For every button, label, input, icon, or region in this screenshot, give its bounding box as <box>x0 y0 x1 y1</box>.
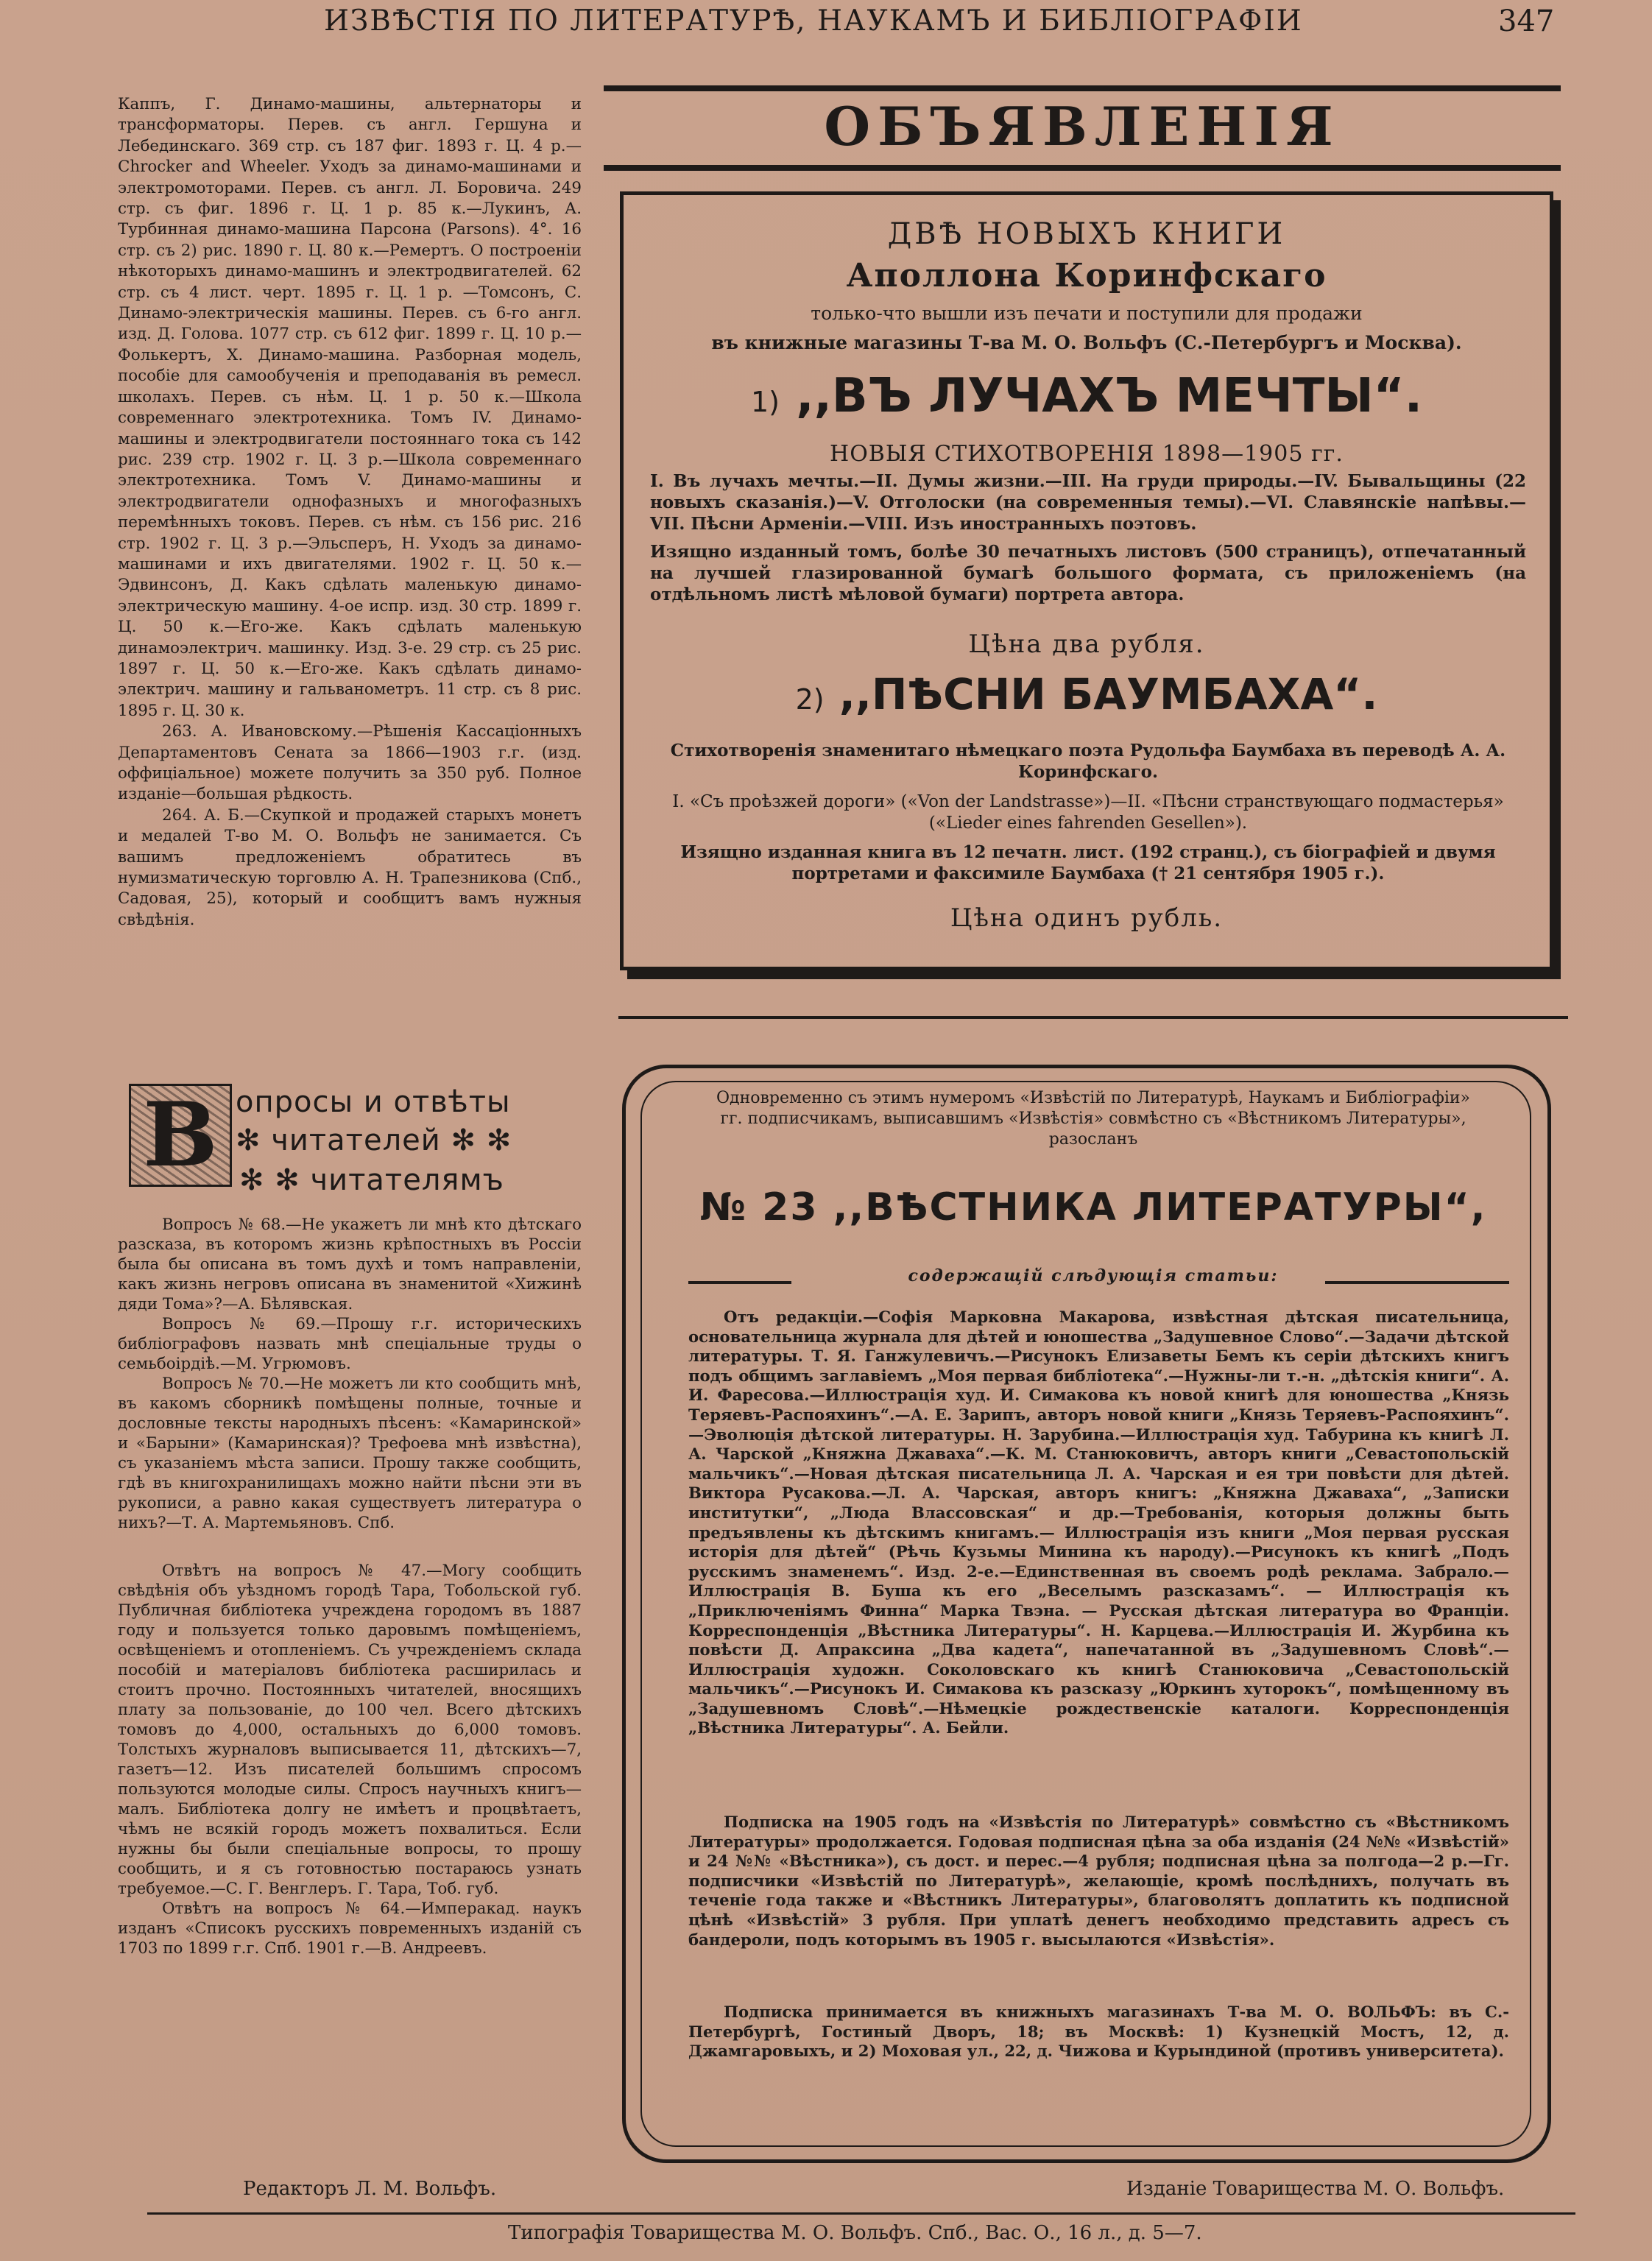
book1-contents: I. Въ лучахъ мечты.—II. Думы жизни.—III. На груди природы.—IV. Бывальщины (22 новыхъ сказанія.)—V. Отголоски (на современныя темы).—VI. Славянскіе напѣвы.—VII. Пѣсни Арменіи.—VIII. Изъ иностранныхъ поэтовъ. <box>650 471 1526 534</box>
qa-title-line1: опросы и отвѣты <box>236 1085 511 1119</box>
book2-description: Изящно изданная книга въ 12 печатн. лист. (192 странц.), съ біографіей и двумя портретами и факсимиле Баумбаха († 21 сентября 1905 г.). <box>680 842 1496 883</box>
book1-description: Изящно изданный томъ, болѣе 30 печатныхъ листовъ (500 страницъ), отпечатанный на лучшей глазированной бумагѣ большого формата, съ приложеніемъ (на отдѣльномъ листѣ мѣловой бумаги) портрета автора. <box>650 542 1526 604</box>
ad-author: Аполлона Коринфскаго <box>846 257 1327 294</box>
footer-publisher: Изданіе Товарищества М. О. Вольфъ. <box>1126 2178 1505 2200</box>
book2-number: 2) <box>795 683 825 716</box>
running-title: ИЗВѢСТІЯ ПО ЛИТЕРАТУРѢ, НАУКАМЪ И БИБЛІОГРАФІИ <box>324 4 1303 38</box>
book2-price: Цѣна одинъ рубль. <box>950 903 1224 933</box>
footer-printer: Типографія Товарищества М. О. Вольфъ. Спб., Вас. О., 16 л., д. 5—7. <box>508 2222 1202 2244</box>
subscription-places-text: Подписка принимается въ книжныхъ магазинахъ Т-ва М. О. ВОЛЬФЪ: въ С.-Петербургѣ, Гостиный Дворъ, 18; въ Москвѣ: 1) Кузнецкій Мостъ, 12, д. Джамгаровыхъ, и 2) Моховая ул., 22, д. Чижова и Курындиной (противъ университета). <box>688 2003 1509 2061</box>
reply-264: 264. А. Б.—Скупкой и продажей старыхъ монетъ и медалей Т-во М. О. Вольфъ не занимается. Съ вашимъ предложеніемъ обратитесь въ нумизматическую торговлю А. Н. Трапезникова (Спб., Садовая, 25), который и сообщитъ вамъ нужныя свѣдѣнія. <box>118 805 582 929</box>
answer-47: Отвѣтъ на вопросъ № 47.—Могу сообщить свѣдѣнія объ уѣздномъ городѣ Тара, Тобольской губ. Публичная библіотека учреждена городомъ въ 1887 году и пользуется только даровымъ помѣщеніемъ, освѣщеніемъ и отопленіемъ. Съ учрежденіемъ склада пособій и матеріаловъ библіотека расширилась и стоитъ прочно. Постоянныхъ читателей, вносящихъ плату за пользованіе, до 100 чел. Всего дѣтскихъ томовъ до 4,000, остальныхъ до 6,000 томовъ. Толстыхъ журналовъ выписывается 11, дѣтскихъ—7, газетъ—12. Изъ писателей большимъ спросомъ пользуются молодые силы. Спросъ научныхъ книгъ—малъ. Библіотека долгу не имѣетъ и процвѣтаетъ, чѣмъ не всякій городъ можетъ похвалиться. Если нужны бы были спеціальные вопросы, то прошу сообщить, и я съ готовностью постараюсь узнать требуемое.—С. Г. Венглеръ. Г. Тара, Тоб. губ. <box>118 1562 582 1898</box>
book2-title: ,,ПѢСНИ БАУМБАХА“. <box>839 669 1378 719</box>
ad-line1: ДВѢ НОВЫХЪ КНИГИ <box>887 217 1286 251</box>
reply-263: 263. А. Ивановскому.—Рѣшенія Кассаціонныхъ Департаментовъ Сената за 1866—1903 г.г. (изд. оффиціальное) можете получить за 350 руб. Полное изданіе—большая рѣдкость. <box>118 722 582 804</box>
vestnik-contents-label: содержащій слѣдующія статьи: <box>908 1266 1279 1285</box>
book1-title: ,,ВЪ ЛУЧАХЪ МЕЧТЫ“. <box>796 369 1423 423</box>
vestnik-intro: Одновременно съ этимъ нумеромъ «Извѣстій по Литературѣ, Наукамъ и Библіографіи» гг. подписчикамъ, выписавшимъ «Извѣстія» совмѣстно съ «Вѣстникомъ Литературы», разосланъ <box>716 1089 1470 1149</box>
drop-cap-letter: В <box>131 1086 230 1185</box>
ad-line3: только-что вышли изъ печати и поступили для продажи <box>811 303 1363 324</box>
book2-contents: I. «Съ проѣзжей дороги» («Von der Landstrasse»)—II. «Пѣсни странствующаго подмастерья» («Lieder eines fahrenden Gesellen»). <box>672 792 1504 833</box>
ad-box-korinfsky <box>620 191 1553 970</box>
subscription-places <box>688 2003 1509 2061</box>
page-number: 347 <box>1498 4 1555 38</box>
vestnik-issue-title: № 23 ,,ВѢСТНИКА ЛИТЕРАТУРЫ“, <box>699 1185 1487 1230</box>
book-list-paragraph: Каппъ, Г. Динамо-машины, альтернаторы и трансформаторы. Перев. съ англ. Гершуна и Лебединскаго. 369 стр. съ 187 фиг. 1893 г. Ц. 4 р.—Chrocker and Wheeler. Уходъ за динамо-машинами и электромоторами. Перев. съ англ. Л. Боровича. 249 стр. съ фиг. 1896 г. Ц. 1 р. 85 к.—Лукинъ, А. Турбинная динамо-машина Парсона (Parsons). 4°. 16 стр. съ 2) рис. 1890 г. Ц. 80 к.—Ремертъ. О построеніи нѣкоторыхъ динамо-машинъ и электродвигателей. 62 стр. съ 4 лист. черт. 1895 г. Ц. 1 р. —Томсонъ, С. Динамо-электрическія машины. Перев. съ 6-го англ. изд. Д. Голова. 1077 стр. съ 612 фиг. 1899 г. Ц. 10 р.—Фолькертъ, Х. Динамо-машина. Разборная модель, пособіе для самообученія и преподаванія въ ремесл. школахъ. Перев. съ нѣм. Ц. 1 р. 50 к.—Школа современнаго электротехника. Томъ IV. Динамо-машины и электродвигатели постояннаго тока съ 142 рис. 239 стр. 1902 г. Ц. 3 р.—Школа современнаго электротехника. Томъ V. Динамо-машины и электродвигатели однофазныхъ и многофазныхъ перемѣнныхъ токовъ. Перев. съ нѣм. съ 156 рис. 216 стр. 1902 г. Ц. 3 р.—Эльсперъ, Н. Уходъ за динамо-машинами и ихъ двигателями. 1902 г. Ц. 50 к.—Эдвинсонъ, Д. Какъ сдѣлать маленькую динамо-электрическую машину. 4-ое испр. изд. 30 стр. 1899 г. Ц. 50 к.—Его-же. Какъ сдѣлать маленькую динамоэлектрич. машинку. Изд. 3-е. 29 стр. съ 25 рис. 1897 г. Ц. 50 к.—Его-же. Какъ сдѣлать динамо-электрич. машину и гальванометръ. 11 стр. съ 8 рис. 1895 г. Ц. 30 к. <box>118 95 582 720</box>
book1-subtitle: НОВЫЯ СТИХОТВОРЕНІЯ 1898—1905 гг. <box>830 441 1344 467</box>
question-68: Вопросъ № 68.—Не укажетъ ли мнѣ кто дѣтскаго разсказа, въ которомъ жизнь крѣпостныхъ въ Россіи была бы описана въ томъ духѣ и томъ направленіи, какъ жизнь негровъ описана въ знаменитой «Хижинѣ дяди Тома»?—А. Бѣлявская. <box>118 1216 582 1313</box>
subscription-terms <box>688 1813 1509 1950</box>
book2-subtitle: Стихотворенія знаменитаго нѣмецкаго поэта Рудольфа Баумбаха въ переводѣ А. А. Коринфскаго. <box>670 741 1506 782</box>
left-column <box>118 94 582 931</box>
vestnik-contents-text: Отъ редакціи.—Софія Марковна Макарова, извѣстная дѣтская писательница, основательница журнала для дѣтей и юношества „Задушевное Слово“.—Задачи дѣтской литературы. Т. Я. Ганжулевичъ.—Рисунокъ Елизаветы Бемъ къ серіи дѣтскихъ книгъ подъ общимъ заглавіемъ „Моя первая библіотека“.—Нужны-ли т.-н. „дѣтскія книги“. А. И. Фаресова.—Иллюстрація худ. И. Симакова къ новой книгѣ для юношества „Князь Теряевъ-Распояхинъ“.—А. Е. Зарипъ, авторъ новой книги „Князь Теряевъ-Распояхинъ“.—Эволюція дѣтской литературы. Н. Зарубина.—Иллюстрація худ. Табурина къ книгѣ Л. А. Чарской „Княжна Джаваха“.—К. М. Станюковичъ, авторъ книги „Севастопольскій мальчикъ“.—Новая дѣтская писательница Л. А. Чарская и ея три повѣсти для дѣтей. Виктора Русакова.—Л. А. Чарская, авторъ книгъ: „Княжна Джаваха“, „Записки институтки“, „Люда Влассовская“ и др.—Требованія, которыя должны быть предъявлены къ дѣтскимъ книгамъ.— Иллюстрація изъ книги „Моя первая русская исторія для дѣтей“ (Рѣчь Кузьмы Минина къ народу).—Рисунокъ къ книгѣ „Подъ русскимъ знаменемъ“. Изд. 2-е.—Единственная въ своемъ родѣ реклама. Забрало.—Иллюстрація В. Буша къ его „Веселымъ разсказамъ“. — Иллюстрація къ „Приключеніямъ Финна“ Марка Твэна. — Русская дѣтская литература во Франціи. Корреспонденція „Вѣстника Литературы“. Н. Карцева.—Иллюстрація И. Журбина къ повѣсти Д. Апраксина „Два кадета“, напечатанной въ „Задушевномъ Словѣ“.—Иллюстрація художн. Соколовскаго къ книгѣ Станюковича „Севастопольскій мальчикъ“.—Рисунокъ И. Симакова къ разсказу „Юркинъ хуторокъ“, помѣщенному въ „Задушевномъ Словѣ“.—Нѣмецкіе рождественскіе каталоги. Корреспонденція „Вѣстника Литературы“. А. Бейли. <box>688 1308 1509 1738</box>
ads-heading: ОБЪЯВЛЕНІЯ <box>604 85 1561 171</box>
question-70: Вопросъ № 70.—Не можетъ ли кто сообщить мнѣ, въ какомъ сборникѣ помѣщены полные, точные и дословные тексты народныхъ пѣсенъ: «Камаринской» и «Барыни» (Камаринская)? Трефоева мнѣ извѣстна), съ указаніемъ мѣста записи. Прошу также сообщить, гдѣ въ книгохранилищахъ можно найти пѣсни эти въ рукописи, а равно какая существуетъ литература о нихъ?—Т. А. Мартемьяновъ. Спб. <box>118 1375 582 1532</box>
qa-title-line3: ✻ ✻ читателямъ <box>239 1163 504 1197</box>
book1-number: 1) <box>750 386 780 418</box>
answer-64: Отвѣтъ на вопросъ № 64.—Имперакад. наукъ изданъ «Списокъ русскихъ повременныхъ изданій съ 1703 по 1899 г.г. Спб. 1901 г.—В. Андреевъ. <box>118 1900 582 1958</box>
ad-line4: въ книжные магазины Т-ва М. О. Вольфъ (С.-Петербургъ и Москва). <box>711 332 1462 353</box>
footer-editor: Редакторъ Л. М. Вольфъ. <box>243 2178 497 2200</box>
qa-column <box>118 1215 582 1958</box>
footer-rule <box>147 2212 1575 2215</box>
book1-price: Цѣна два рубля. <box>968 629 1205 659</box>
vestnik-contents <box>688 1308 1509 1738</box>
question-69: Вопросъ № 69.—Прошу г.г. историческихъ библіографовъ назвать мнѣ спеціальные труды о семьбоірдіѣ.—М. Угрюмовъ. <box>118 1315 582 1373</box>
subscription-terms-text: Подписка на 1905 годъ на «Извѣстія по Литературѣ» совмѣстно съ «Вѣстникомъ Литературы» продолжается. Годовая подписная цѣна за оба изданія (24 №№ «Извѣстій» и 24 №№ «Вѣстника»), съ дост. и перес.—4 рубля; подписная цѣна за полгода—2 р.—Гг. подписчики «Извѣстій по Литературѣ», желающіе, кромѣ послѣднихъ, получать въ теченіе года также и «Вѣстникъ Литературы», благоволятъ доплатить къ подписной цѣнѣ «Извѣстій» 3 рубля. При уплатѣ денегъ необходимо представить адресъ съ бандероли, подъ которымъ въ 1905 г. высылаются «Извѣстія». <box>688 1813 1509 1949</box>
drop-cap-ornament <box>129 1084 232 1187</box>
separator-rule <box>618 1016 1568 1019</box>
qa-section-title <box>129 1081 585 1206</box>
qa-title-line2: ✻ читателей ✻ ✻ <box>236 1124 512 1157</box>
